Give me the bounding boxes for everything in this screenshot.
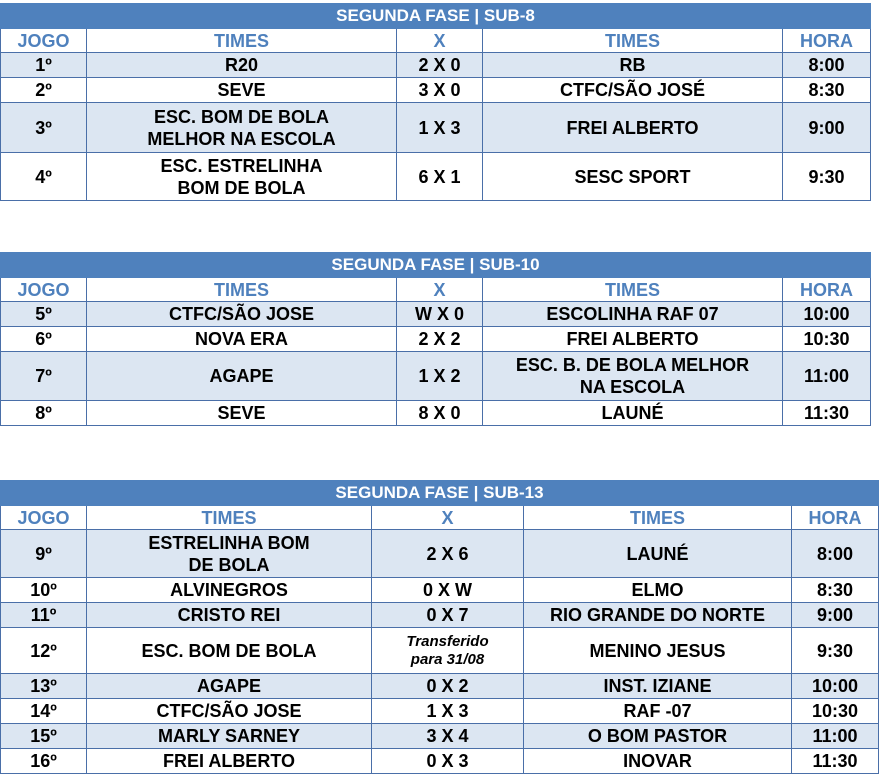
cell-jogo: 16º (1, 749, 87, 774)
cell-home: FREI ALBERTO (87, 749, 372, 774)
cell-jogo: 1º (1, 53, 87, 78)
header-times-away: TIMES (483, 278, 783, 302)
cell-jogo: 15º (1, 724, 87, 749)
table-row (1, 749, 879, 774)
cell-score: 3 X 0 (397, 78, 483, 103)
cell-jogo: 11º (1, 603, 87, 628)
table-row (1, 699, 879, 724)
table-title: SEGUNDA FASE | SUB-10 (1, 253, 871, 278)
cell-away: LAUNÉ (483, 401, 783, 426)
cell-away: RIO GRANDE DO NORTE (524, 603, 792, 628)
cell-hora: 9:00 (783, 103, 871, 153)
cell-away: RB (483, 53, 783, 78)
table-row (1, 674, 879, 699)
table-row (1, 603, 879, 628)
table-row (1, 153, 871, 201)
cell-jogo: 6º (1, 327, 87, 352)
cell-score: 2 X 2 (397, 327, 483, 352)
cell-jogo: 14º (1, 699, 87, 724)
table-sub-8 (0, 3, 871, 201)
table-row (1, 103, 871, 153)
cell-score: 1 X 3 (397, 103, 483, 153)
cell-home: CRISTO REI (87, 603, 372, 628)
cell-away: RAF -07 (524, 699, 792, 724)
cell-score: 1 X 3 (372, 699, 524, 724)
cell-away: ESCOLINHA RAF 07 (483, 302, 783, 327)
cell-hora: 8:00 (783, 53, 871, 78)
header-jogo: JOGO (1, 29, 87, 53)
header-hora: HORA (783, 29, 871, 53)
cell-score: 0 X 7 (372, 603, 524, 628)
cell-hora: 9:00 (792, 603, 879, 628)
cell-away: LAUNÉ (524, 530, 792, 578)
table-row (1, 628, 879, 674)
cell-home: AGAPE (87, 674, 372, 699)
cell-away: INST. IZIANE (524, 674, 792, 699)
table-row (1, 327, 871, 352)
header-times-home: TIMES (87, 29, 397, 53)
header-jogo: JOGO (1, 506, 87, 530)
cell-away: O BOM PASTOR (524, 724, 792, 749)
table-sub-13 (0, 480, 879, 774)
cell-jogo: 9º (1, 530, 87, 578)
cell-home: R20 (87, 53, 397, 78)
cell-jogo: 3º (1, 103, 87, 153)
cell-away: FREI ALBERTO (483, 327, 783, 352)
cell-home: CTFC/SÃO JOSE (87, 302, 397, 327)
cell-hora: 11:30 (792, 749, 879, 774)
cell-hora: 9:30 (792, 628, 879, 674)
header-times-home: TIMES (87, 506, 372, 530)
cell-hora: 10:00 (792, 674, 879, 699)
header-hora: HORA (792, 506, 879, 530)
cell-score: 3 X 4 (372, 724, 524, 749)
table-row (1, 53, 871, 78)
table-title: SEGUNDA FASE | SUB-13 (1, 481, 879, 506)
table-row (1, 530, 879, 578)
cell-jogo: 12º (1, 628, 87, 674)
cell-score: 1 X 2 (397, 352, 483, 401)
table-row (1, 578, 879, 603)
table-row (1, 724, 879, 749)
header-times-home: TIMES (87, 278, 397, 302)
cell-score: 2 X 6 (372, 530, 524, 578)
cell-score: 2 X 0 (397, 53, 483, 78)
cell-hora: 10:30 (792, 699, 879, 724)
cell-jogo: 4º (1, 153, 87, 201)
cell-home: NOVA ERA (87, 327, 397, 352)
cell-score: 8 X 0 (397, 401, 483, 426)
cell-away: FREI ALBERTO (483, 103, 783, 153)
cell-hora: 8:30 (792, 578, 879, 603)
cell-home: MARLY SARNEY (87, 724, 372, 749)
cell-score-note: Transferido para 31/08 (372, 628, 524, 674)
cell-jogo: 7º (1, 352, 87, 401)
cell-score: 6 X 1 (397, 153, 483, 201)
cell-score: 0 X W (372, 578, 524, 603)
cell-away: INOVAR (524, 749, 792, 774)
cell-jogo: 2º (1, 78, 87, 103)
table-title: SEGUNDA FASE | SUB-8 (1, 4, 871, 29)
cell-home: SEVE (87, 78, 397, 103)
cell-home: CTFC/SÃO JOSE (87, 699, 372, 724)
cell-home: ALVINEGROS (87, 578, 372, 603)
cell-away: ESC. B. DE BOLA MELHOR NA ESCOLA (483, 352, 783, 401)
cell-hora: 11:30 (783, 401, 871, 426)
cell-away: CTFC/SÃO JOSÉ (483, 78, 783, 103)
cell-jogo: 5º (1, 302, 87, 327)
cell-hora: 9:30 (783, 153, 871, 201)
cell-score: 0 X 3 (372, 749, 524, 774)
header-times-away: TIMES (524, 506, 792, 530)
header-score: X (397, 29, 483, 53)
cell-score: W X 0 (397, 302, 483, 327)
cell-home: AGAPE (87, 352, 397, 401)
cell-away: SESC SPORT (483, 153, 783, 201)
header-jogo: JOGO (1, 278, 87, 302)
cell-hora: 10:30 (783, 327, 871, 352)
table-sub-10 (0, 252, 871, 426)
cell-hora: 11:00 (792, 724, 879, 749)
cell-score: 0 X 2 (372, 674, 524, 699)
header-score: X (372, 506, 524, 530)
cell-home: ESC. BOM DE BOLA MELHOR NA ESCOLA (87, 103, 397, 153)
table-row (1, 78, 871, 103)
cell-home: SEVE (87, 401, 397, 426)
cell-hora: 8:00 (792, 530, 879, 578)
header-score: X (397, 278, 483, 302)
cell-hora: 10:00 (783, 302, 871, 327)
cell-away: MENINO JESUS (524, 628, 792, 674)
header-hora: HORA (783, 278, 871, 302)
table-row (1, 401, 871, 426)
cell-home: ESC. BOM DE BOLA (87, 628, 372, 674)
cell-hora: 11:00 (783, 352, 871, 401)
cell-jogo: 13º (1, 674, 87, 699)
table-row (1, 302, 871, 327)
cell-jogo: 10º (1, 578, 87, 603)
cell-jogo: 8º (1, 401, 87, 426)
cell-hora: 8:30 (783, 78, 871, 103)
header-times-away: TIMES (483, 29, 783, 53)
cell-home: ESTRELINHA BOM DE BOLA (87, 530, 372, 578)
cell-away: ELMO (524, 578, 792, 603)
cell-home: ESC. ESTRELINHA BOM DE BOLA (87, 153, 397, 201)
table-row (1, 352, 871, 401)
